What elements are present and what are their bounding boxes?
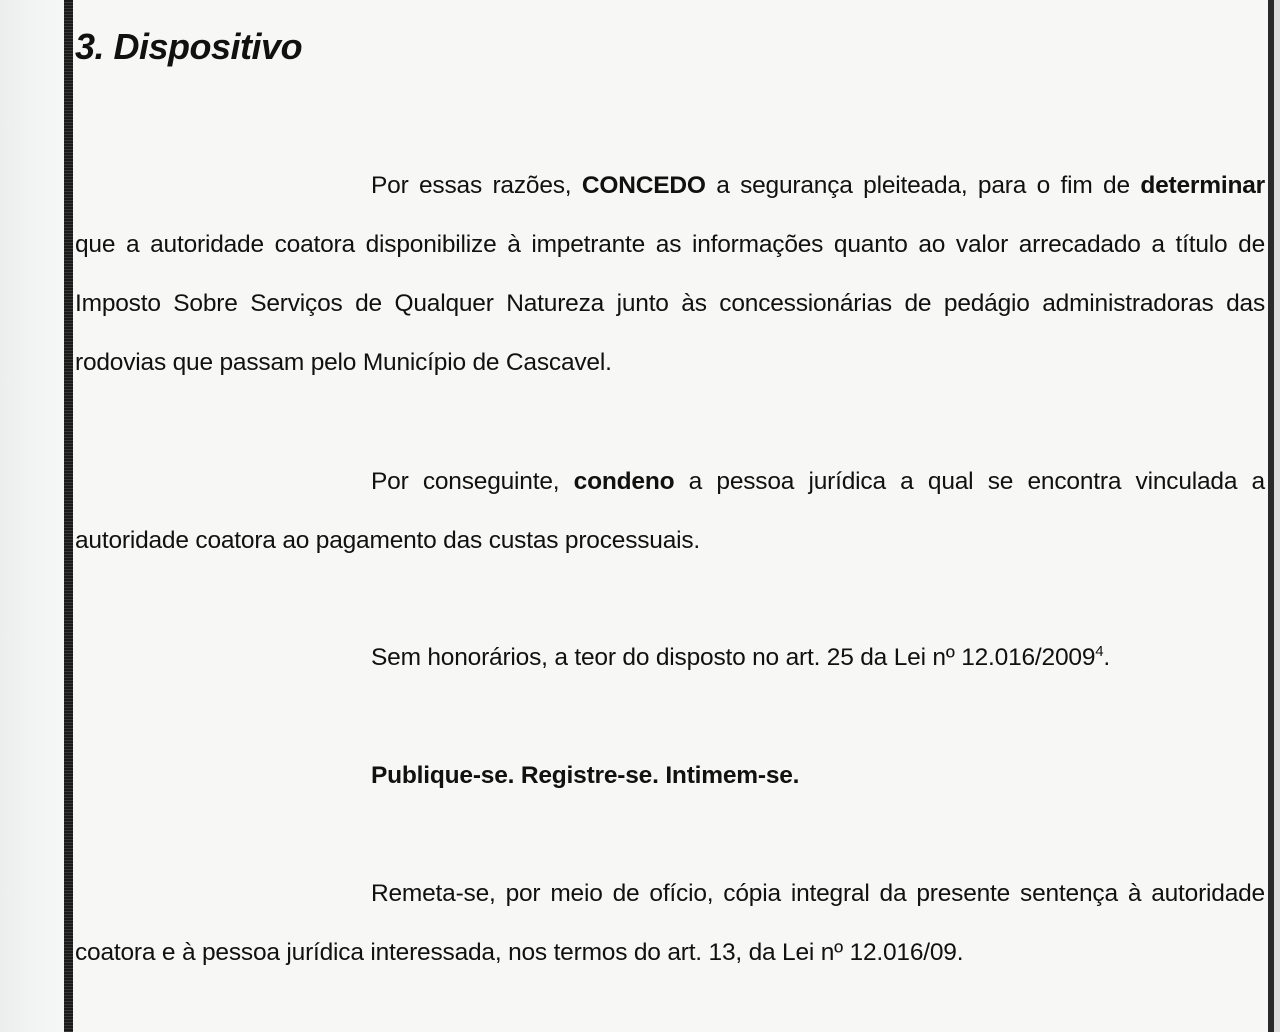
paragraph-remeta: Remeta-se, por meio de ofício, cópia integral da presente sentença à autoridade coatora e à pessoa jurídica interessada, nos termos do art. 13, da Lei nº 12.016/09. xyxy=(75,880,1265,966)
section-heading: 3. Dispositivo xyxy=(75,26,303,67)
paragraph-honorarios: Sem honorários, a teor do disposto no art. 25 da Lei nº 12.016/2009$^4$. xyxy=(371,642,1111,671)
footnote-marker: 4 xyxy=(1095,642,1104,660)
paragraph-condeno: Por conseguinte, condeno a pessoa jurídica a qual se encontra vinculada a autoridade coatora ao pagamento das custas processuais. xyxy=(75,468,1265,554)
bold-concedo: CONCEDO xyxy=(581,172,706,199)
bold-determinar: determinar xyxy=(1140,172,1265,199)
left-border-rule xyxy=(64,0,73,1032)
document-page xyxy=(73,0,1268,1032)
left-page-margin xyxy=(0,0,64,1032)
publication-order: Publique-se. Registre-se. Intimem-se. xyxy=(371,762,800,789)
bold-condeno: condeno xyxy=(573,468,675,495)
paragraph-concedo: Por essas razões, CONCEDO a segurança pleiteada, para o fim de determinar que a autoridade coatora disponibilize à impetrante as informações quanto ao valor arrecadado a título de Imposto Sobre Serviços de Qualquer Natureza junto às concessionárias de pedágio administradoras das rodovias que passam pelo Município de Cascavel. xyxy=(75,172,1265,376)
right-border-rule xyxy=(1268,0,1280,1032)
